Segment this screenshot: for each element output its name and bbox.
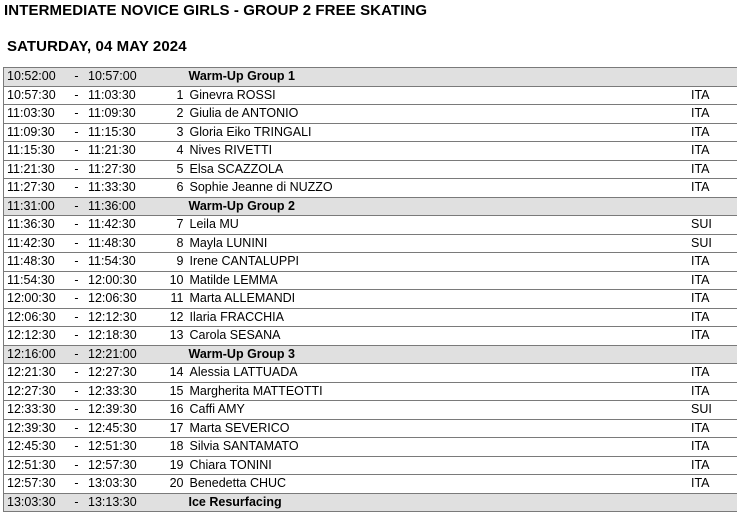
schedule-skater-row (4, 216, 737, 235)
start-time: 12:21:30 (7, 365, 56, 379)
group-cell (147, 197, 737, 216)
time-separator: - (74, 476, 79, 490)
start-number: 15 (169, 383, 184, 398)
start-number: 12 (169, 309, 184, 324)
skater-name: Leila MU (189, 217, 239, 231)
end-time: 11:33:30 (88, 180, 136, 194)
start-number: 10 (169, 272, 184, 287)
group-label: Warm-Up Group 3 (188, 346, 295, 361)
time-cell (4, 253, 147, 272)
skater-name: Mayla LUNINI (189, 235, 268, 250)
schedule-skater-row (4, 105, 737, 124)
time-separator: - (74, 439, 79, 453)
time-separator: - (74, 217, 79, 231)
time-separator: - (74, 346, 79, 361)
group-cell (147, 493, 737, 512)
start-number: 20 (169, 476, 184, 490)
nation-code: ITA (691, 87, 710, 102)
event-date: SATURDAY, 04 MAY 2024 (7, 38, 187, 55)
skater-cell (147, 308, 737, 327)
start-number: 19 (169, 457, 184, 472)
skater-cell (147, 364, 737, 383)
skater-cell (147, 105, 737, 124)
skater-cell (147, 216, 737, 235)
skater-cell (147, 456, 737, 475)
nation-code: ITA (691, 124, 710, 139)
time-separator: - (74, 420, 79, 435)
end-time: 13:03:30 (88, 476, 137, 490)
time-separator: - (74, 291, 79, 305)
time-cell (4, 68, 147, 87)
end-time: 12:51:30 (88, 439, 137, 453)
end-time: 11:15:30 (88, 124, 136, 139)
group-cell (147, 345, 737, 364)
skater-cell (147, 382, 737, 401)
time-cell (4, 197, 147, 216)
start-time: 11:03:30 (7, 106, 55, 120)
start-number: 4 (176, 143, 184, 157)
skater-name: Marta SEVERICO (189, 420, 290, 435)
schedule-skater-row (4, 327, 737, 346)
start-time: 11:48:30 (7, 254, 55, 268)
skater-name: Matilde LEMMA (189, 272, 278, 287)
schedule-skater-row (4, 290, 737, 309)
nation-code: SUI (691, 235, 712, 250)
start-time: 12:57:30 (7, 476, 56, 490)
schedule-skater-row (4, 160, 737, 179)
nation-code: ITA (691, 180, 710, 194)
start-time: 12:00:30 (7, 291, 56, 305)
time-cell (4, 105, 147, 124)
skater-cell (147, 475, 737, 494)
skater-name: Silvia SANTAMATO (189, 439, 299, 453)
schedule-skater-row (4, 401, 737, 420)
time-separator: - (74, 494, 79, 509)
group-label: Warm-Up Group 2 (188, 198, 295, 213)
end-time: 11:03:30 (88, 87, 136, 102)
schedule-group-row (4, 68, 737, 87)
end-time: 11:48:30 (88, 235, 136, 250)
time-separator: - (74, 402, 79, 416)
start-number: 17 (169, 420, 184, 435)
schedule-skater-row (4, 419, 737, 438)
time-cell (4, 456, 147, 475)
start-number: 13 (169, 328, 184, 342)
time-separator: - (74, 143, 79, 157)
start-time: 11:36:30 (7, 217, 55, 231)
end-time: 12:57:30 (88, 457, 137, 472)
skater-cell (147, 253, 737, 272)
start-time: 11:42:30 (7, 235, 55, 250)
start-time: 12:33:30 (7, 402, 56, 416)
start-number: 16 (169, 402, 184, 416)
skater-name: Benedetta CHUC (189, 476, 287, 490)
nation-code: ITA (691, 106, 710, 120)
time-cell (4, 364, 147, 383)
start-time: 12:16:00 (7, 346, 56, 361)
end-time: 11:27:30 (88, 161, 136, 176)
start-number: 11 (170, 291, 184, 305)
skater-cell (147, 142, 737, 161)
skater-cell (147, 123, 737, 142)
start-time: 12:51:30 (7, 457, 56, 472)
time-separator: - (74, 254, 79, 268)
start-number: 8 (176, 235, 184, 250)
start-time: 11:31:00 (7, 198, 55, 213)
schedule-skater-row (4, 123, 737, 142)
time-cell (4, 179, 147, 198)
end-time: 12:21:00 (88, 346, 137, 361)
nation-code: ITA (691, 457, 710, 472)
end-time: 12:45:30 (88, 420, 137, 435)
time-separator: - (74, 198, 79, 213)
skater-cell (147, 419, 737, 438)
time-separator: - (74, 124, 79, 139)
start-number: 14 (169, 365, 184, 379)
time-cell (4, 142, 147, 161)
start-time: 10:57:30 (7, 87, 56, 102)
skater-cell (147, 160, 737, 179)
event-title: INTERMEDIATE NOVICE GIRLS - GROUP 2 FREE SKATING (4, 2, 428, 19)
end-time: 11:36:00 (88, 198, 136, 213)
start-time: 12:39:30 (7, 420, 56, 435)
time-separator: - (74, 383, 79, 398)
nation-code: SUI (691, 402, 712, 416)
time-separator: - (74, 309, 79, 324)
end-time: 11:09:30 (88, 106, 136, 120)
end-time: 11:42:30 (88, 217, 136, 231)
schedule-skater-row (4, 271, 737, 290)
time-cell (4, 216, 147, 235)
skater-name: Chiara TONINI (189, 457, 272, 472)
start-number: 1 (176, 87, 184, 102)
nation-code: ITA (691, 476, 710, 490)
start-time: 12:12:30 (7, 328, 56, 342)
skater-name: Gloria Eiko TRINGALI (189, 124, 312, 139)
nation-code: ITA (691, 309, 710, 324)
start-number: 5 (176, 161, 184, 176)
time-cell (4, 123, 147, 142)
schedule-group-row (4, 197, 737, 216)
nation-code: ITA (691, 439, 710, 453)
schedule-skater-row (4, 364, 737, 383)
schedule-skater-row (4, 438, 737, 457)
end-time: 12:12:30 (88, 309, 137, 324)
nation-code: ITA (691, 383, 710, 398)
time-cell (4, 382, 147, 401)
nation-code: ITA (691, 143, 710, 157)
skater-name: Margherita MATTEOTTI (189, 383, 323, 398)
end-time: 12:39:30 (88, 402, 137, 416)
nation-code: ITA (691, 254, 710, 268)
time-cell (4, 419, 147, 438)
time-cell (4, 493, 147, 512)
end-time: 12:33:30 (88, 383, 137, 398)
skater-cell (147, 401, 737, 420)
time-cell (4, 234, 147, 253)
nation-code: ITA (691, 272, 710, 287)
skater-cell (147, 234, 737, 253)
time-separator: - (74, 235, 79, 250)
end-time: 13:13:30 (88, 494, 137, 509)
time-separator: - (74, 161, 79, 176)
skater-cell (147, 290, 737, 309)
time-separator: - (74, 457, 79, 472)
time-cell (4, 308, 147, 327)
start-time: 12:06:30 (7, 309, 56, 324)
start-time: 11:54:30 (7, 272, 55, 287)
time-separator: - (74, 180, 79, 194)
skater-name: Marta ALLEMANDI (189, 291, 296, 305)
nation-code: ITA (691, 420, 710, 435)
end-time: 11:54:30 (88, 254, 136, 268)
time-separator: - (74, 328, 79, 342)
start-time: 11:21:30 (7, 161, 55, 176)
skater-name: Elsa SCAZZOLA (189, 161, 284, 176)
skater-cell (147, 86, 737, 105)
time-cell (4, 290, 147, 309)
skater-cell (147, 438, 737, 457)
start-number: 18 (169, 439, 184, 453)
time-cell (4, 345, 147, 364)
schedule-skater-row (4, 382, 737, 401)
nation-code: ITA (691, 161, 710, 176)
time-separator: - (74, 272, 79, 287)
time-separator: - (74, 106, 79, 120)
schedule-skater-row (4, 234, 737, 253)
start-time: 11:15:30 (7, 143, 55, 157)
end-time: 12:27:30 (88, 365, 137, 379)
skater-name: Sophie Jeanne di NUZZO (189, 180, 333, 194)
skater-name: Ilaria FRACCHIA (189, 309, 284, 324)
time-cell (4, 401, 147, 420)
skater-name: Giulia de ANTONIO (189, 106, 299, 120)
nation-code: ITA (691, 365, 710, 379)
time-cell (4, 438, 147, 457)
schedule-group-row (4, 493, 737, 512)
schedule-skater-row (4, 253, 737, 272)
schedule-table (3, 67, 737, 512)
start-number: 9 (176, 254, 184, 268)
schedule-skater-row (4, 142, 737, 161)
time-cell (4, 86, 147, 105)
start-time: 11:27:30 (7, 180, 55, 194)
skater-name: Nives RIVETTI (189, 143, 273, 157)
skater-cell (147, 179, 737, 198)
time-cell (4, 271, 147, 290)
start-number: 2 (176, 106, 184, 120)
skater-cell (147, 271, 737, 290)
time-separator: - (74, 365, 79, 379)
end-time: 12:00:30 (88, 272, 137, 287)
skater-name: Caffi AMY (189, 402, 245, 416)
schedule-skater-row (4, 456, 737, 475)
schedule-skater-row (4, 308, 737, 327)
group-label: Ice Resurfacing (188, 494, 282, 509)
nation-code: SUI (691, 217, 712, 231)
time-cell (4, 475, 147, 494)
start-time: 11:09:30 (7, 124, 55, 139)
time-separator: - (74, 87, 79, 102)
start-time: 12:45:30 (7, 439, 56, 453)
start-time: 13:03:30 (7, 494, 56, 509)
time-cell (4, 160, 147, 179)
schedule-skater-row (4, 179, 737, 198)
schedule-group-row (4, 345, 737, 364)
schedule-skater-row (4, 475, 737, 494)
skater-cell (147, 327, 737, 346)
start-time: 12:27:30 (7, 383, 56, 398)
nation-code: ITA (691, 291, 710, 305)
end-time: 12:18:30 (88, 328, 137, 342)
schedule-skater-row (4, 86, 737, 105)
group-cell (147, 68, 737, 87)
skater-name: Irene CANTALUPPI (189, 254, 300, 268)
time-separator: - (74, 69, 79, 83)
skater-name: Alessia LATTUADA (189, 365, 298, 379)
skater-name: Carola SESANA (189, 328, 281, 342)
skater-name: Ginevra ROSSI (189, 87, 276, 102)
start-number: 7 (176, 217, 184, 231)
nation-code: ITA (691, 328, 710, 342)
end-time: 12:06:30 (88, 291, 137, 305)
end-time: 10:57:00 (88, 69, 137, 83)
time-cell (4, 327, 147, 346)
start-number: 3 (176, 124, 184, 139)
start-time: 10:52:00 (7, 69, 56, 83)
start-number: 6 (176, 180, 184, 194)
group-label: Warm-Up Group 1 (188, 69, 295, 83)
end-time: 11:21:30 (88, 143, 136, 157)
